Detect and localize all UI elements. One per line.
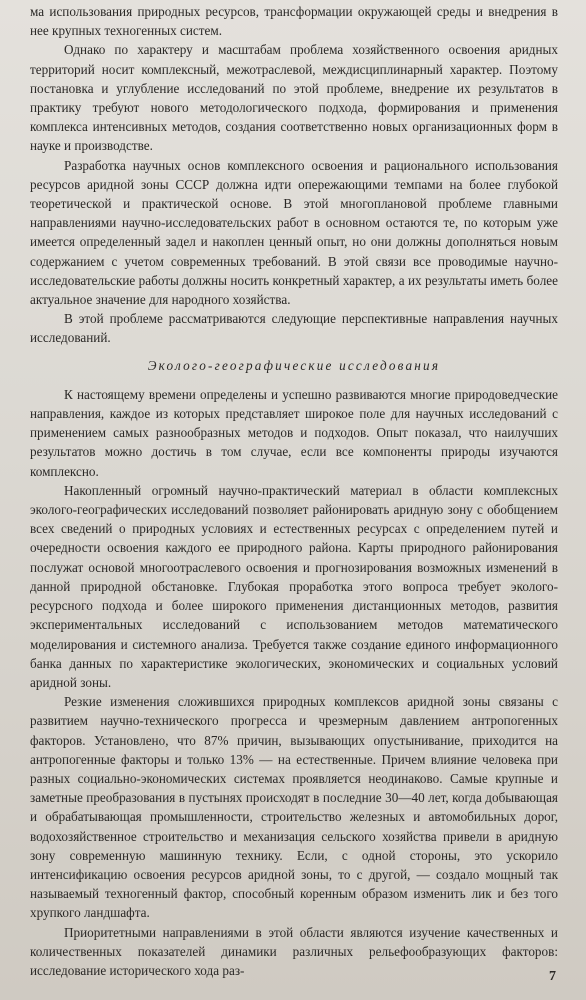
paragraph: Приоритетными направлениями в этой области являются изучение качественных и количественных показателей динамики различных рельефообразующих факторов: исследование исторического хода раз- — [30, 924, 558, 978]
paragraph: Накопленный огромный научно-практический материал в области комплексных эколого-географических исследований позволяет районировать аридную зону с обобщением всех сведений о природных условиях и естественных ресурсах с определением путей и очередности освоения каждого ее природного района. Карты природного районирования послужат основой многоотраслевого освоения и прогнозирования возможных изменений в данной природной обстановке. Глубокая проработка этого вопроса требует эколого-ресурсного подхода и более широкого применения дистанционных методов, развития экспериментальных исследований с использованием методов математического моделирования и системного анализа. Требуется также создание единого информационного банка данных по характеристике экологических, экономических и социальных условий аридной зоны. — [30, 482, 558, 690]
section-heading: Эколого-географические исследования — [147, 357, 441, 373]
page-number: 7 — [549, 968, 556, 984]
paragraph: Разработка научных основ комплексного освоения и рационального использования ресурсов аридной зоны СССР должна идти опережающими темпами на более глубокой теоретической и практической основе. В этой многоплановой проблеме главными направлениями научно-исследовательских работ в основном остаются те, по которым уже имеется определенный задел и накоплен ценный опыт, но они должны дополняться новым содержанием с учетом современных требований. В этой связи все проводимые научно-исследовательские работы должны носить конкретный характер, а их результаты иметь более актуальное значение для народного хозяйства. — [30, 157, 558, 308]
paragraph-continuation: ма использования природных ресурсов, трансформации окружающей среды и внедрения в нее крупных техногенных систем. — [30, 4, 558, 39]
paragraph: В этой проблеме рассматриваются следующие перспективные направления научных исследований. — [30, 311, 558, 346]
paragraph: К настоящему времени определены и успешно развиваются многие природоведческие направления, каждое из которых представляет широкое поле для научных исследований с применением самых разнообразных методов и подходов. Опыт показал, что наилучших результатов можно достичь в том случае, если все компоненты природы изучаются комплексно. — [30, 386, 558, 479]
paragraph: Однако по характеру и масштабам проблема хозяйственного освоения аридных территорий носит комплексный, межотраслевой, междисциплинарный характер. Поэтому постановка и углубление исследований по этой проблеме, внедрение их результатов в практику требуют нового методологического подхода, формирования и применения комплекса интенсивных методов, создания соответственно новых организационных форм в науке и производстве. — [30, 42, 558, 154]
paragraph: Резкие изменения сложившихся природных комплексов аридной зоны связаны с развитием научно-технического прогресса и чрезмерным давлением антропогенных факторов. Установлено, что 87% причин, вызывающих опустынивание, приходится на антропогенные факторы и только 13% — на естественные. Причем влияние человека при разных социально-экономических системах проявляется неодинаково. Самые крупные и заметные преобразования в пустынях происходят в последние 30—40 лет, когда добывающая и обрабатывающая промышленности, строительство железных и автомобильных дорог, водохозяйственное строительство и механизация сельского хозяйства привели в аридную зону современную машинную технику. Если, с одной стороны, это ускорило интенсификацию освоения ресурсов аридной зоны, то с другой, — создало мощный так называемый техногенный фактор, способный коренным образом изменить лик и без того хрупкого ландшафта. — [30, 694, 558, 921]
